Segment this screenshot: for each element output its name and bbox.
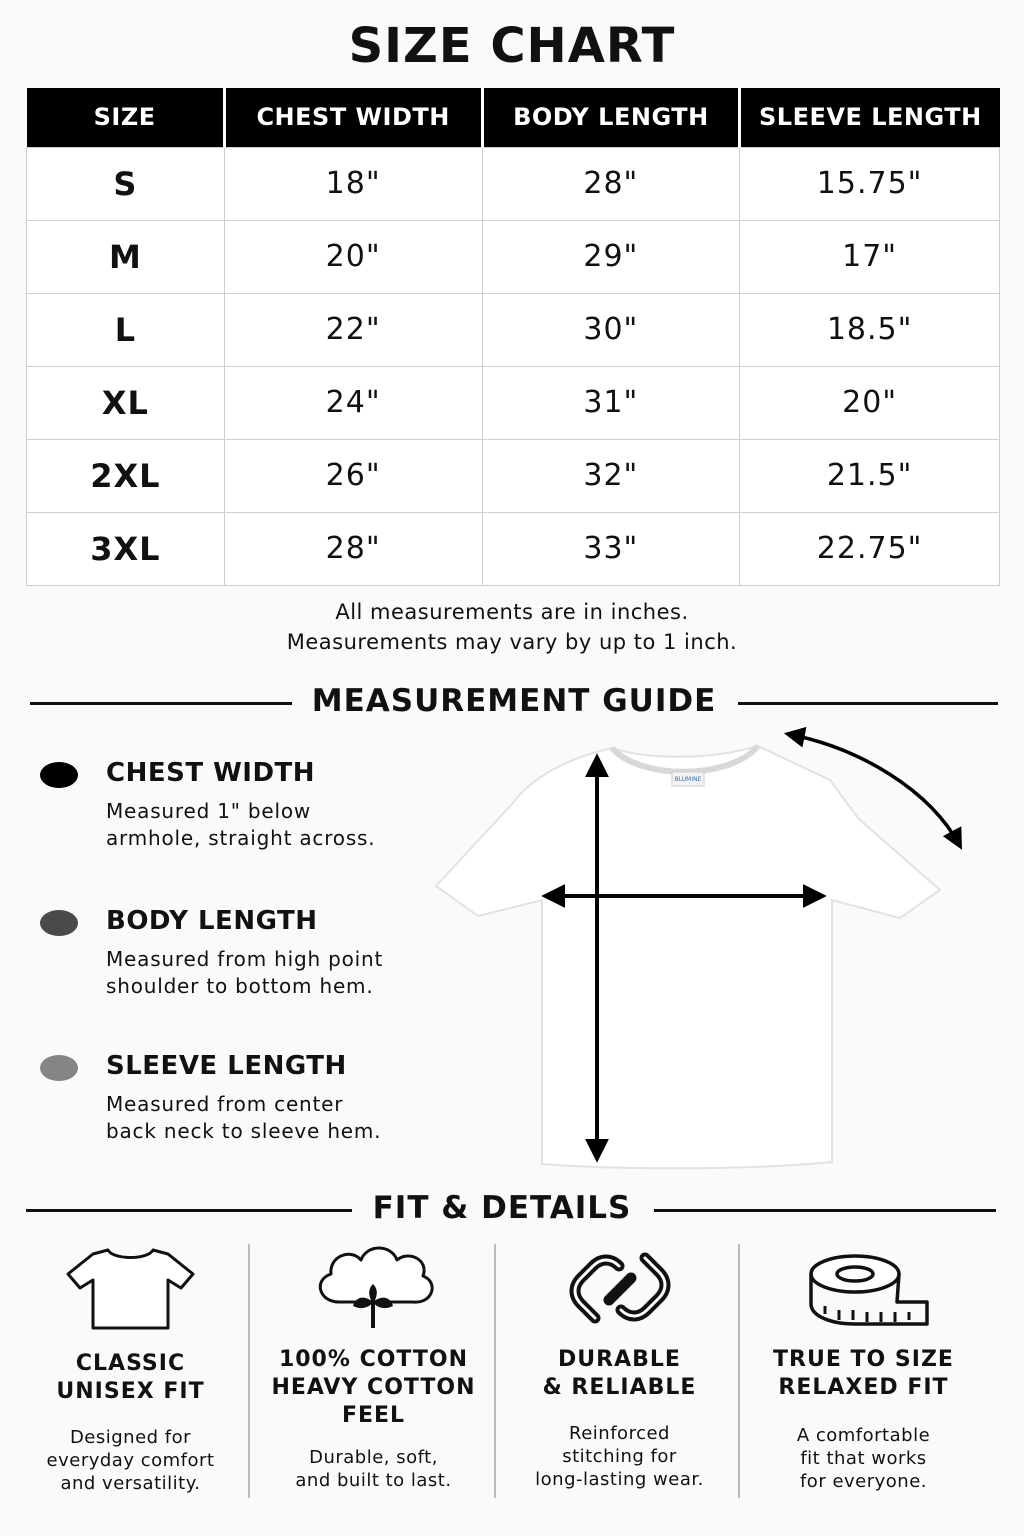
legend-dot [40, 910, 78, 936]
feature-desc-line: everyday comfort [46, 1450, 215, 1471]
tape-measure-icon [741, 1240, 986, 1340]
feature-title-line: TRUE TO SIZE [773, 1347, 954, 1372]
feature-desc-line: Designed for [69, 1427, 192, 1448]
feature-desc-line: fit that works [800, 1448, 927, 1469]
guide-item-description: Measured 1" below armhole, straight across. [106, 799, 376, 850]
guide-item-title: BODY LENGTH [106, 906, 318, 936]
table-row [27, 293, 1000, 366]
feature-desc-line: stitching for [562, 1446, 677, 1467]
column-header-body-length: BODY LENGTH [482, 88, 740, 147]
feature-title [497, 1346, 742, 1402]
feature-title-line: UNISEX FIT [56, 1379, 205, 1404]
size-cell: M [27, 220, 225, 293]
fit-details-heading [0, 1190, 1024, 1230]
legend-dot [40, 1055, 78, 1081]
column-header-chest-width: CHEST WIDTH [224, 88, 482, 147]
page-title: SIZE CHART [348, 18, 676, 74]
chest-width-cell: 22" [224, 293, 482, 366]
divider-rule [738, 702, 998, 705]
cotton-icon [251, 1240, 496, 1340]
size-chart-table [26, 88, 1000, 586]
table-row [27, 366, 1000, 439]
divider-rule [654, 1209, 996, 1212]
feature-title-line: DURABLE [558, 1347, 681, 1372]
sleeve-length-cell: 21.5" [740, 439, 1000, 512]
feature-description [741, 1424, 986, 1493]
feature-title-line: HEAVY COTTON [271, 1375, 476, 1400]
feature-title-line: RELAXED FIT [778, 1375, 949, 1400]
size-cell: 2XL [27, 439, 225, 512]
sleeve-length-cell: 15.75" [740, 147, 1000, 220]
body-length-cell: 31" [482, 366, 740, 439]
measurement-guide-heading [0, 683, 1024, 723]
section-title: MEASUREMENT GUIDE [311, 683, 717, 719]
table-row [27, 512, 1000, 585]
tshirt-icon [8, 1240, 253, 1340]
body-length-cell: 32" [482, 439, 740, 512]
table-row [27, 439, 1000, 512]
feature-title-line: & RELIABLE [542, 1375, 697, 1400]
feature-description [8, 1426, 253, 1495]
size-cell: S [27, 147, 225, 220]
feature-title [8, 1350, 253, 1406]
feature-desc-line: for everyone. [799, 1471, 928, 1492]
table-header-row [27, 88, 1000, 147]
feature-classic-fit [8, 1240, 253, 1500]
shirt-tag-label: BLUMINE [674, 776, 702, 783]
feature-desc-line: A comfortable [796, 1425, 931, 1446]
feature-title-line: 100% COTTON [278, 1347, 469, 1372]
chest-width-cell: 26" [224, 439, 482, 512]
chest-width-cell: 20" [224, 220, 482, 293]
feature-desc-line: long-lasting wear. [535, 1469, 704, 1490]
feature-desc-line: Durable, soft, [309, 1447, 438, 1468]
chest-width-cell: 24" [224, 366, 482, 439]
sleeve-length-cell: 22.75" [740, 512, 1000, 585]
shirt-body [436, 746, 940, 1168]
feature-title [741, 1346, 986, 1402]
body-length-cell: 28" [482, 147, 740, 220]
sleeve-length-cell: 18.5" [740, 293, 1000, 366]
feature-description [497, 1422, 742, 1491]
size-cell: 3XL [27, 512, 225, 585]
note-line-2: Measurements may vary by up to 1 inch. [286, 630, 738, 654]
legend-dot [40, 762, 78, 788]
guide-item-description: Measured from high point shoulder to bottom hem. [106, 947, 384, 998]
sleeve-length-cell: 20" [740, 366, 1000, 439]
feature-title-line: CLASSIC [75, 1351, 186, 1376]
column-header-size: SIZE [27, 88, 225, 147]
features-row [0, 1240, 1024, 1500]
body-length-cell: 30" [482, 293, 740, 366]
note-line-1: All measurements are in inches. [335, 600, 689, 624]
body-length-cell: 29" [482, 220, 740, 293]
tshirt-illustration [420, 720, 980, 1180]
guide-item-description: Measured from center back neck to sleeve hem. [106, 1092, 382, 1143]
table-row [27, 220, 1000, 293]
size-cell: L [27, 293, 225, 366]
chest-width-cell: 28" [224, 512, 482, 585]
chest-width-cell: 18" [224, 147, 482, 220]
feature-desc-line: and built to last. [295, 1470, 452, 1491]
feature-desc-line: and versatility. [60, 1473, 201, 1494]
guide-item-title: CHEST WIDTH [106, 758, 316, 788]
body-length-cell: 33" [482, 512, 740, 585]
column-header-sleeve-length: SLEEVE LENGTH [740, 88, 1000, 147]
table-row [27, 147, 1000, 220]
feature-desc-line: Reinforced [569, 1423, 670, 1444]
chain-link-icon [497, 1240, 742, 1340]
sleeve-length-cell: 17" [740, 220, 1000, 293]
feature-durable [497, 1240, 742, 1500]
feature-description [251, 1446, 496, 1492]
size-cell: XL [27, 366, 225, 439]
feature-true-to-size [741, 1240, 986, 1500]
section-title: FIT & DETAILS [372, 1190, 632, 1226]
feature-title [251, 1346, 496, 1430]
guide-item-title: SLEEVE LENGTH [106, 1051, 347, 1081]
feature-title-line: FEEL [341, 1403, 406, 1428]
feature-cotton [251, 1240, 496, 1500]
